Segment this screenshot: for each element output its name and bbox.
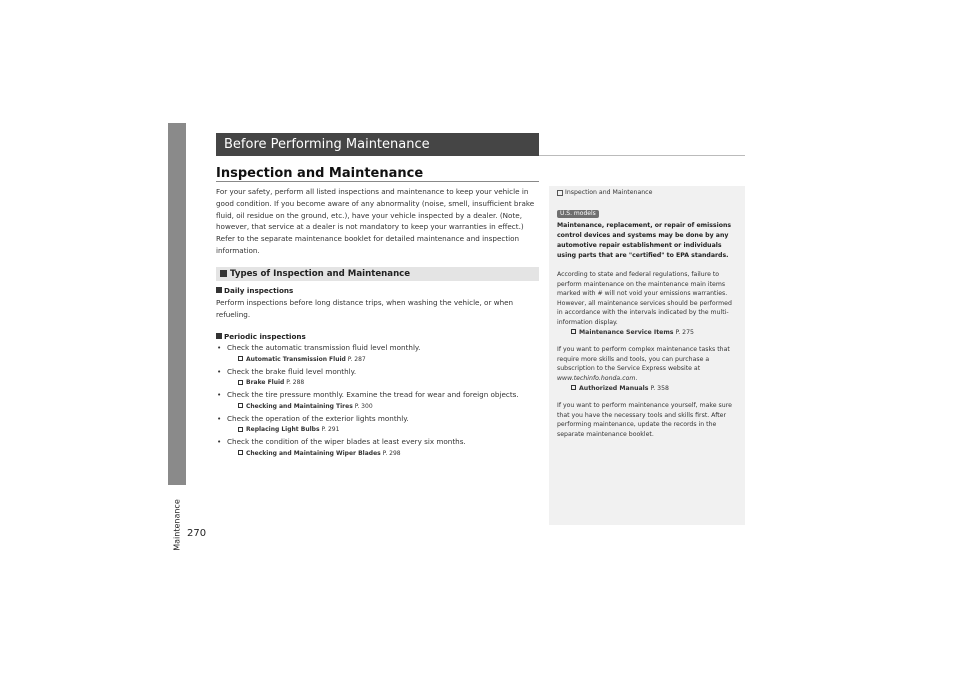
list-item: • Check the tire pressure monthly. Examine the tread for wear and foreign objects.	[217, 390, 519, 399]
cross-reference[interactable]: Brake Fluid P. 288	[216, 378, 546, 387]
cross-ref-arrow-icon	[238, 403, 243, 408]
list-item: • Check the condition of the wiper blades at least every six months.	[217, 437, 466, 446]
note-paragraph: If you want to perform maintenance yourself, make sure that you have the necessary tools and skills first. After performing maintenance, update the records in the separate maintenance booklet.	[557, 402, 732, 438]
cross-reference[interactable]: Authorized Manuals P. 358	[557, 385, 669, 392]
cross-ref-arrow-icon	[238, 380, 243, 385]
note-title: Inspection and Maintenance	[557, 189, 737, 196]
note-icon	[557, 190, 563, 196]
cross-reference[interactable]: Maintenance Service Items P. 275	[557, 329, 694, 336]
section-rule	[216, 181, 539, 182]
cross-reference[interactable]: Automatic Transmission Fluid P. 287	[216, 355, 546, 364]
page-header: Before Performing Maintenance	[216, 133, 539, 156]
side-note	[549, 186, 745, 525]
region-badge: U.S. models	[557, 210, 599, 218]
periodic-list	[216, 343, 546, 461]
square-bullet-icon	[220, 270, 227, 277]
list-item: • Check the brake fluid level monthly.	[217, 366, 357, 376]
list-item: • Check the operation of the exterior lights monthly.	[217, 413, 409, 423]
cross-ref-arrow-icon	[571, 385, 576, 390]
square-bullet-icon	[216, 333, 222, 339]
intro-paragraph: For your safety, perform all listed inspections and maintenance to keep your vehicle in good condition. If you become aware of any abnormality (noise, smell, insufficient brake fluid, oil residue on the ground, etc.), have your vehicle inspected by a dealer. (Note, however, that service at a dealer is not mandatory to keep your warranties in effect.) Refer to the separate maintenance booklet for detailed maintenance and inspection information.	[216, 187, 535, 255]
note-paragraph: According to state and federal regulations, failure to perform maintenance on the maintenance main items marked with # will not void your emissions warranties. However, all maintenance services should be performed in accordance with the intervals indicated by the multi-information display. Maintenance Service Items P. 275	[557, 271, 732, 336]
section-title: Inspection and Maintenance	[216, 166, 424, 181]
page-number: 270	[187, 528, 207, 539]
square-bullet-icon	[216, 287, 222, 293]
cross-ref-arrow-icon	[571, 329, 576, 334]
chapter-tab	[168, 123, 186, 485]
website-link[interactable]: www.techinfo.honda.com	[557, 374, 636, 382]
note-paragraph: If you want to perform complex maintenance tasks that require more skills and tools, you can purchase a subscription to the Service Express website at www.techinfo.honda.com. Authorized Manuals P. 358	[557, 346, 730, 392]
daily-text: Perform inspections before long distance trips, when washing the vehicle, or when refueling.	[216, 298, 514, 319]
header-rule	[539, 155, 745, 156]
daily-heading: Daily inspections	[216, 286, 293, 295]
cross-reference[interactable]: Checking and Maintaining Tires P. 300	[216, 402, 546, 411]
chapter-label: Maintenance	[172, 499, 182, 551]
cross-reference[interactable]: Replacing Light Bulbs P. 291	[216, 425, 546, 434]
types-heading: Types of Inspection and Maintenance	[216, 267, 539, 281]
cross-reference[interactable]: Checking and Maintaining Wiper Blades P. 298	[216, 449, 546, 458]
periodic-heading: Periodic inspections	[216, 332, 306, 341]
cross-ref-arrow-icon	[238, 427, 243, 432]
note-emphasis: Maintenance, replacement, or repair of emissions control devices and systems may be done by any automotive repair establishment or individuals using parts that are "certified" to EPA standards.	[557, 222, 732, 259]
list-item: • Check the automatic transmission fluid level monthly.	[217, 343, 421, 352]
cross-ref-arrow-icon	[238, 356, 243, 361]
cross-ref-arrow-icon	[238, 450, 243, 455]
